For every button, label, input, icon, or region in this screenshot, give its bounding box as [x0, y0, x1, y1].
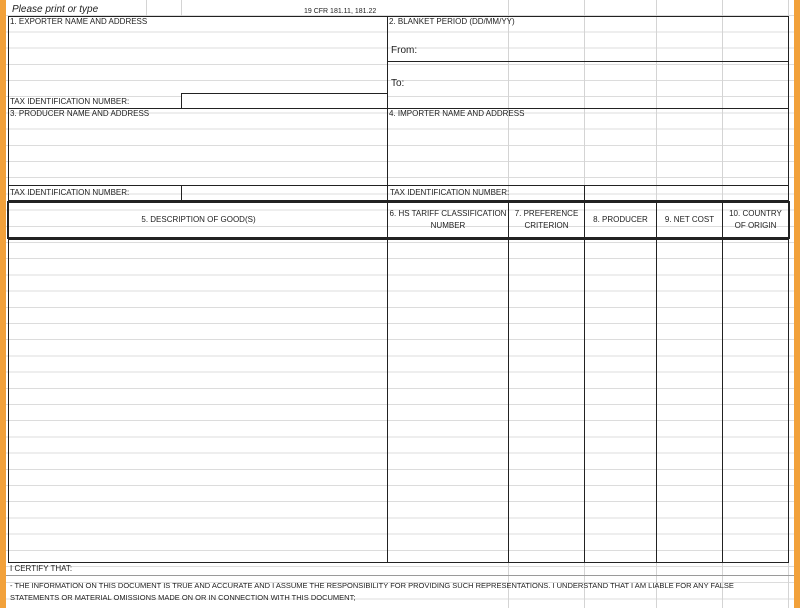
divider: [181, 185, 182, 201]
goods-table-body[interactable]: [8, 239, 789, 563]
importer-tax-id-label: TAX IDENTIFICATION NUMBER:: [390, 188, 510, 197]
certificate-of-origin-form: [6, 0, 794, 608]
exporter-label: 1. EXPORTER NAME AND ADDRESS: [10, 17, 148, 26]
col-preference-criterion-header: 7. PREFERENCE CRITERION: [514, 209, 579, 230]
divider: [656, 239, 657, 563]
importer-tax-id-field[interactable]: [586, 186, 786, 200]
col-description-header: 5. DESCRIPTION OF GOOD(S): [141, 215, 256, 224]
col-hs-tariff-header: 6. HS TARIFF CLASSIFICATION NUMBER: [389, 209, 507, 230]
col-producer-header: 8. PRODUCER: [593, 215, 648, 224]
divider: [388, 61, 788, 62]
exporter-tax-id-label: TAX IDENTIFICATION NUMBER:: [10, 97, 130, 106]
divider: [584, 185, 585, 201]
divider: [387, 239, 388, 563]
col-country-of-origin-header: 10. COUNTRY OF ORIGIN: [729, 209, 782, 230]
to-label: To:: [391, 78, 405, 89]
divider: [584, 239, 585, 563]
cfr-reference: 19 CFR 181.11, 181.22: [304, 8, 377, 15]
from-label: From:: [391, 45, 418, 56]
grid-line: [181, 0, 182, 16]
exporter-tax-id-field[interactable]: [181, 93, 388, 109]
divider: [508, 201, 509, 239]
divider: [584, 201, 585, 239]
to-date-field[interactable]: [426, 77, 786, 91]
divider: [722, 239, 723, 563]
producer-tax-id-label: TAX IDENTIFICATION NUMBER:: [10, 188, 130, 197]
producer-label: 3. PRODUCER NAME AND ADDRESS: [10, 109, 150, 118]
certify-statement-1: - THE INFORMATION ON THIS DOCUMENT IS TRUE AND ACCURATE AND I ASSUME THE RESPONSIBILITY FOR PROVIDING SUCH REPRESENTATIONS. I UNDERSTAND THAT I AM LIABLE FOR ANY FALSE STATEMENTS OR MATERIAL OMISSIONS MADE ON OR IN CONNECTION WITH THIS DOCUMENT;: [10, 581, 734, 602]
divider: [6, 575, 794, 576]
print-instruction: Please print or type: [12, 4, 99, 15]
producer-tax-id-field[interactable]: [183, 186, 385, 200]
grid-line: [146, 0, 147, 16]
importer-label: 4. IMPORTER NAME AND ADDRESS: [389, 109, 525, 118]
divider: [656, 201, 657, 239]
divider: [722, 201, 723, 239]
divider: [387, 201, 388, 239]
blanket-period-label: 2. BLANKET PERIOD (DD/MM/YY): [389, 17, 515, 26]
divider: [508, 239, 509, 563]
col-net-cost-header: 9. NET COST: [664, 215, 715, 224]
certify-heading: I CERTIFY THAT:: [10, 564, 73, 573]
from-date-field[interactable]: [426, 44, 786, 58]
